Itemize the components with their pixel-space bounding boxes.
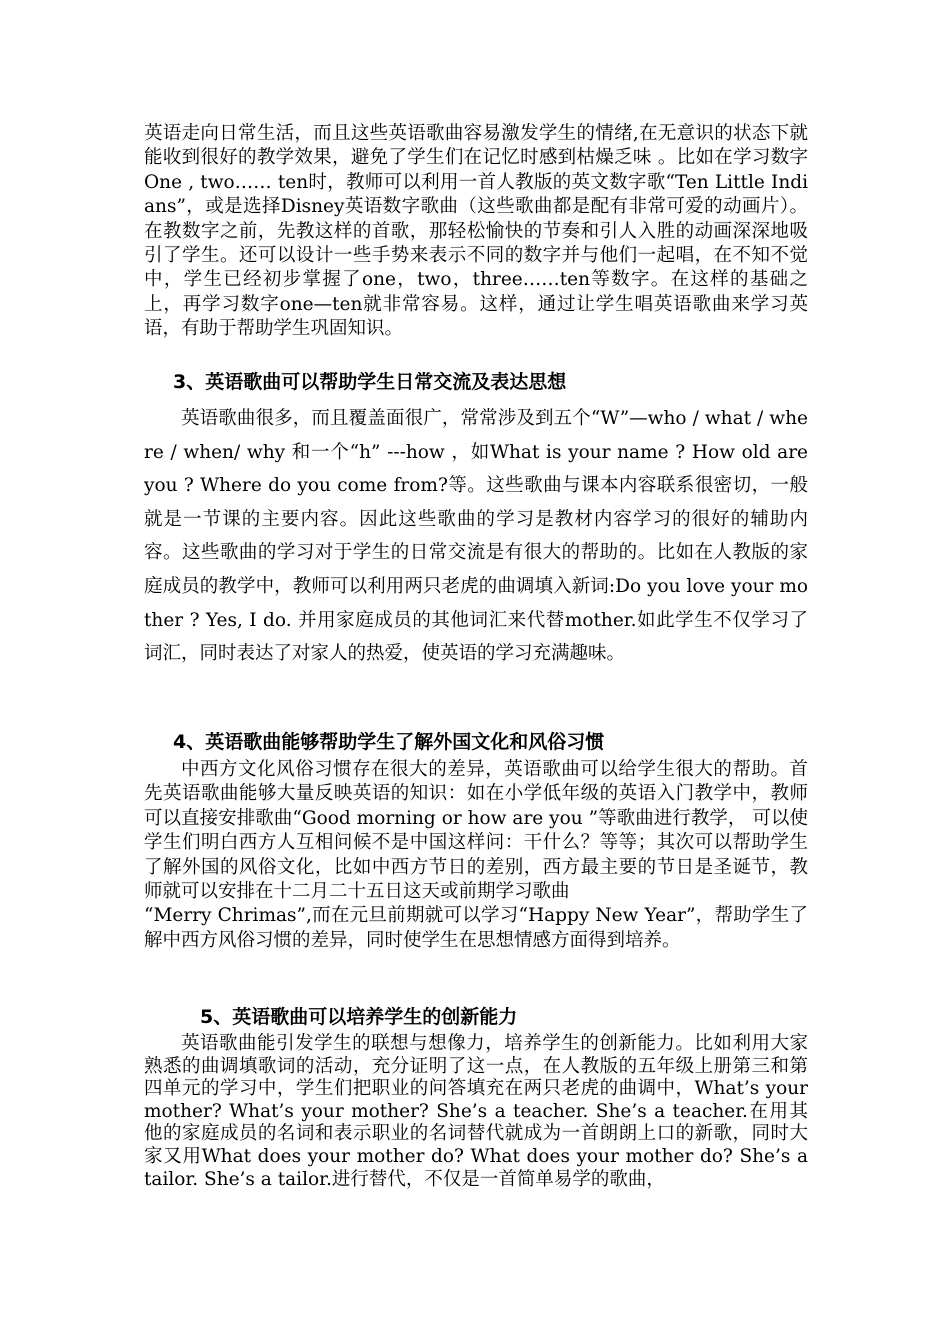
- paragraph-foreign-culture: [144, 758, 808, 953]
- heading-section-5: 5、英语歌曲可以培养学生的创新能力: [200, 1006, 518, 1028]
- heading-section-4: 4、英语歌曲能够帮助学生了解外国文化和风俗习惯: [173, 731, 605, 753]
- paragraph-daily-communication: 英语歌曲很多，而且覆盖面很广，常常涉及到五个“W”—who / what / where / when/ why 和一个“h” ---how ，如What is your name ? How old are you ? Where do you come from?等。这些歌曲与课本内容联系很密切，一般就是一节课的主要内容。因此这些歌曲的学习是教材内容学习的很好的辅助内容。这些歌曲的学习对于学生的日常交流是有很大的帮助的。比如在人教版的家庭成员的教学中，教师可以利用两只老虎的曲调填入新词:Do you love your mother ? Yes, I do. 并用家庭成员的其他词汇来代替mother.如此学生不仅学习了词汇，同时表达了对家人的热爱，使英语的学习充满趣味。: [144, 408, 808, 665]
- heading-section-3: 3、英语歌曲可以帮助学生日常交流及表达思想: [173, 371, 567, 393]
- paragraph-foreign-culture-part2: “Merry Chrimas”,而在元旦前期就可以学习“Happy New Year”，帮助学生了解中西方风俗习惯的差异，同时使学生在思想情感方面得到培养。: [144, 905, 808, 951]
- paragraph-songs-daily-life: 英语走向日常生活，而且这些英语歌曲容易激发学生的情绪,在无意识的状态下就能收到很好的教学效果，避免了学生们在记忆时感到枯燥乏味 。比如在学习数字 One , two…… ten时，教师可以利用一首人教版的英文数字歌“Ten Little Indians”，或是选择Disney英语数字歌曲（这些歌曲都是配有非常可爱的动画片）。在教数字之前，先教这样的首歌，那轻松愉快的节奏和引人入胜的动画深深地吸引了学生。还可以设计一些手势来表示不同的数字并与他们一起唱，在不知不觉中，学生已经初步掌握了one，two，three……ten等数字。在这样的基础之上，再学习数字one—ten就非常容易。这样，通过让学生唱英语歌曲来学习英语，有助于帮助学生巩固知识。: [144, 123, 808, 340]
- paragraph-creativity: 英语歌曲能引发学生的联想与想像力，培养学生的创新能力。比如利用大家熟悉的曲调填歌词的活动，充分证明了这一点，在人教版的五年级上册第三和第四单元的学习中，学生们把职业的问答填充在两只老虎的曲调中，What’s your mother? What’s your mother? She’s a teacher. She’s a teacher.在用其他的家庭成员的名词和表示职业的名词替代就成为一首朗朗上口的新歌，同时大家又用What does your mother do? What does your mother do? She’s a tailor. She’s a tailor.进行替代，不仅是一首简单易学的歌曲，: [144, 1033, 808, 1190]
- paragraph-foreign-culture-part1: 中西方文化风俗习惯存在很大的差异，英语歌曲可以给学生很大的帮助。首先英语歌曲能够大量反映英语的知识：如在小学低年级的英语入门教学中，教师可以直接安排歌曲“Good morning or how are you ”等歌曲进行教学， 可以使学生们明白西方人互相问候不是中国这样问：干什么？等等；其次可以帮助学生了解外国的风俗文化，比如中西方节日的差别，西方最主要的节日是圣诞节，教师就可以安排在十二月二十五日这天或前期学习歌曲: [144, 759, 808, 903]
